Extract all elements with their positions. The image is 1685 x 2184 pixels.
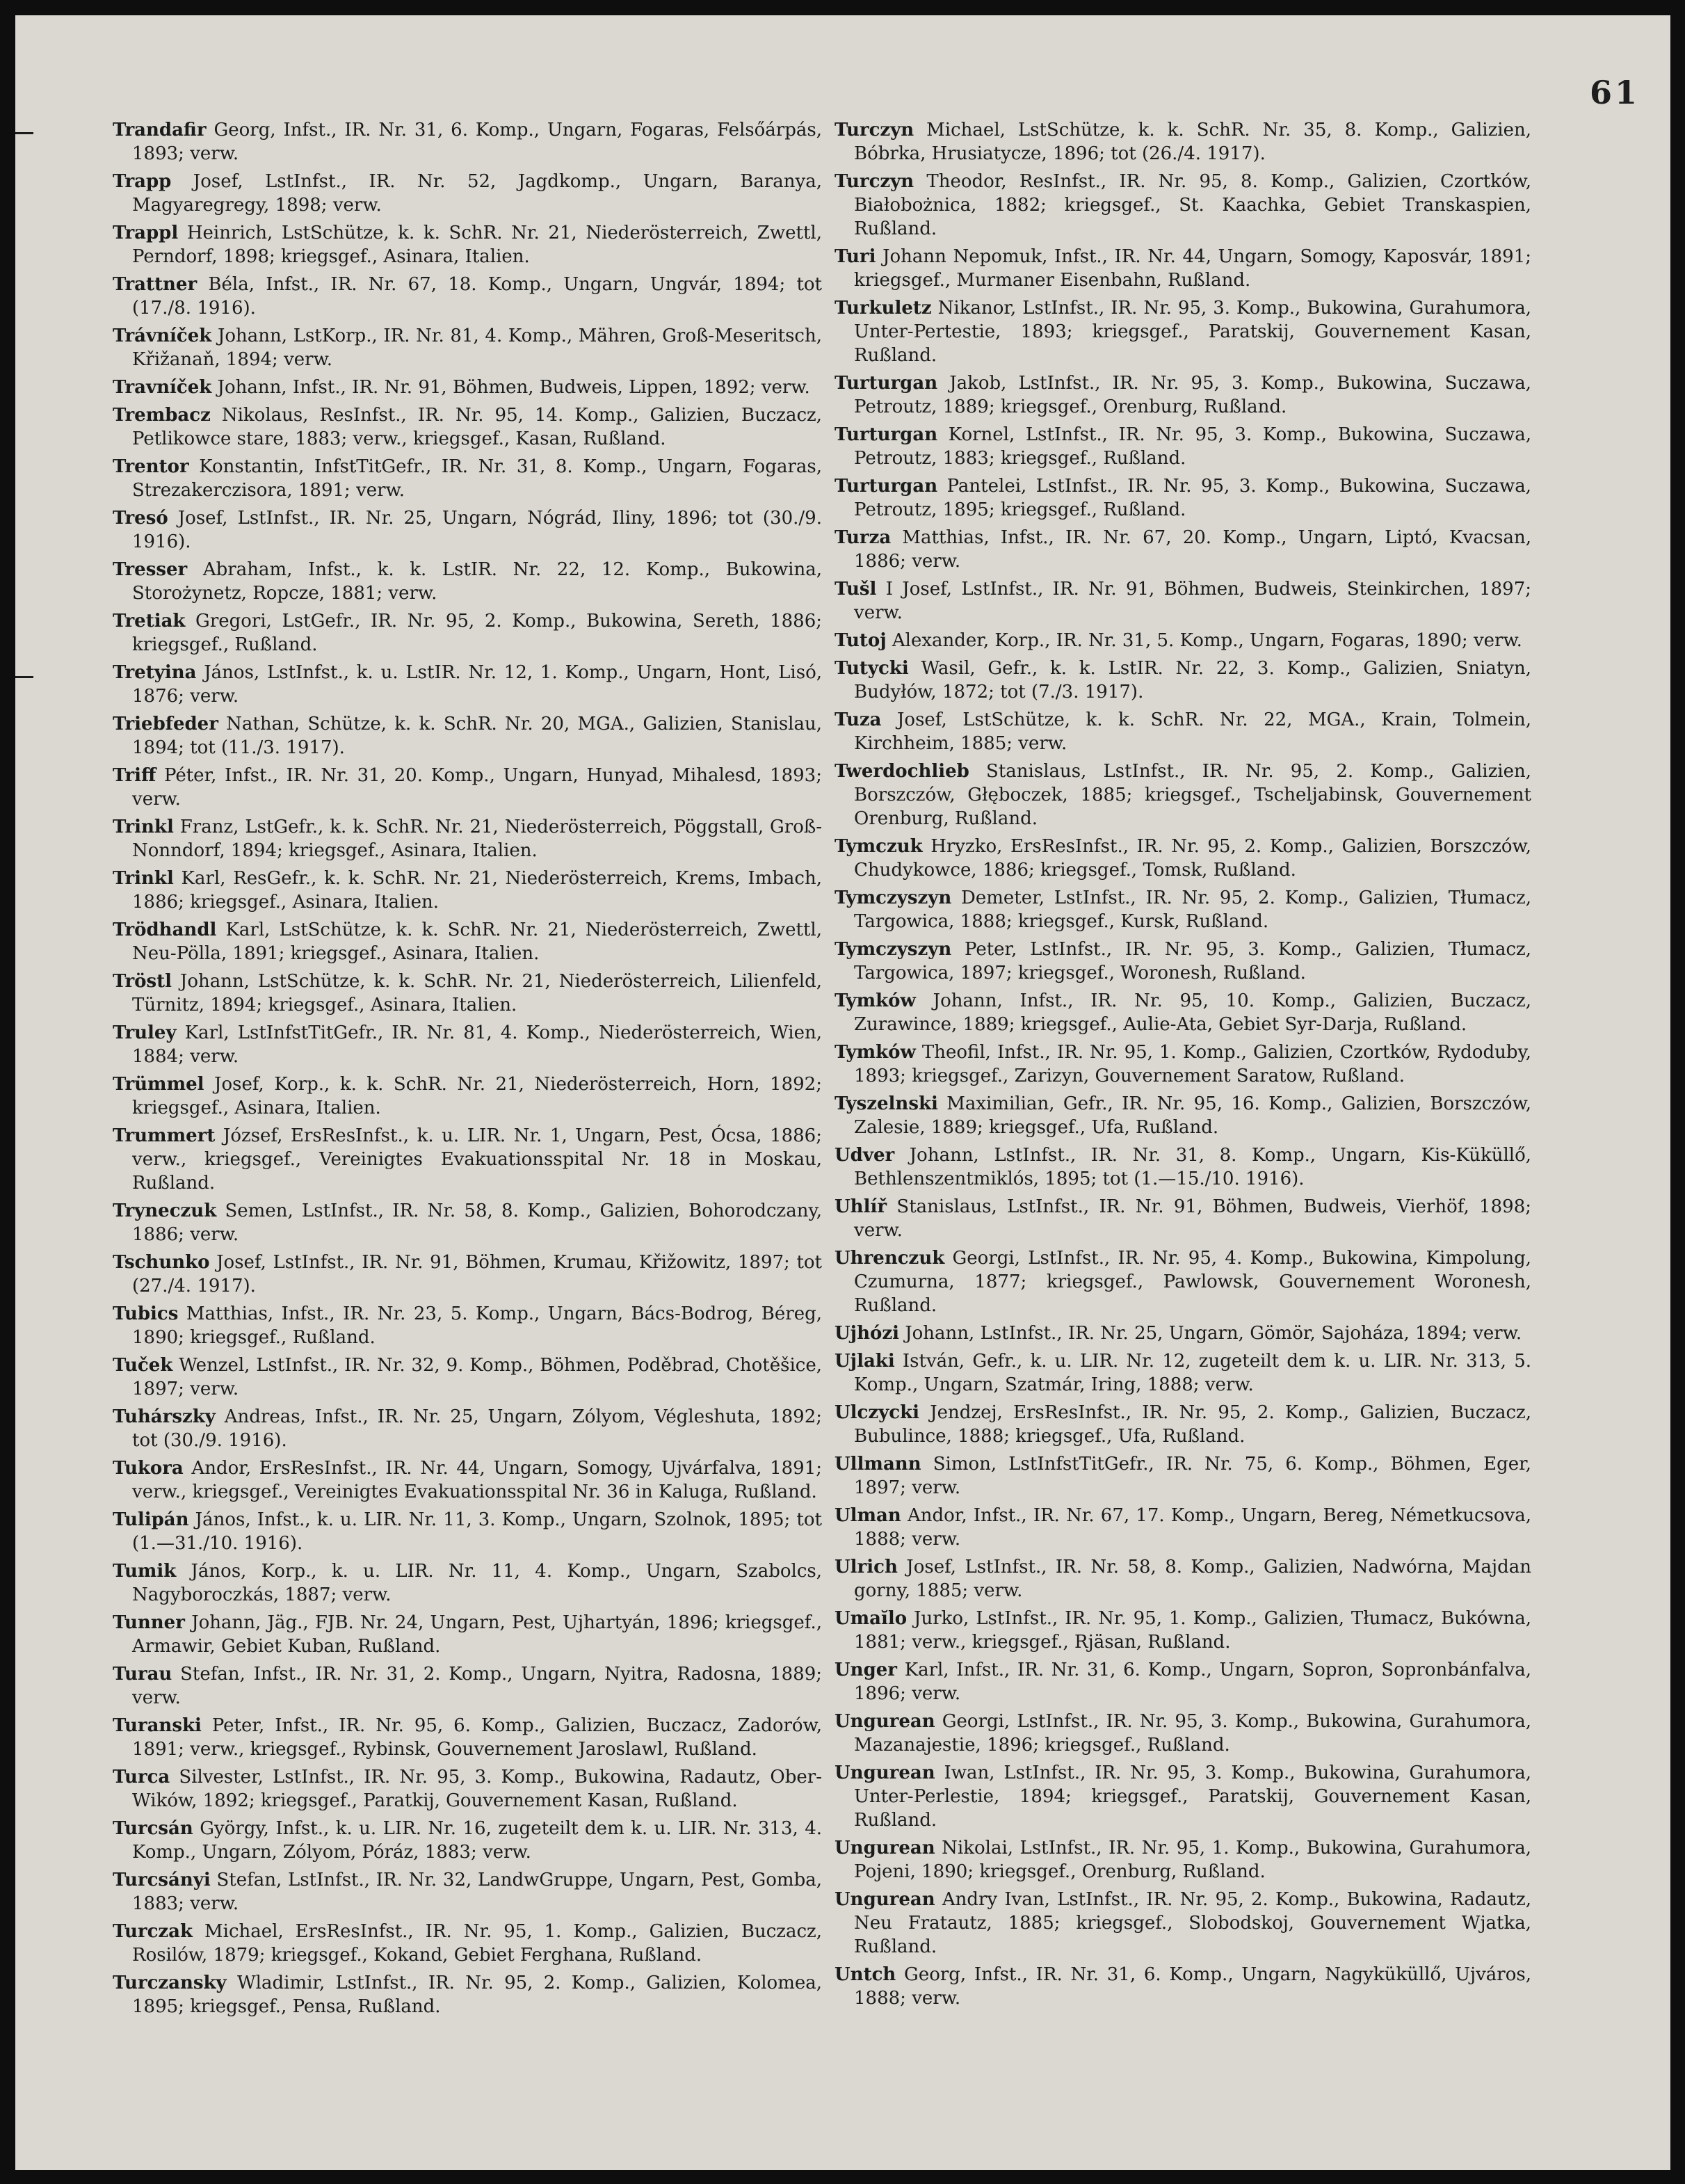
entry-surname: Turcsányi — [113, 1870, 211, 1890]
list-item — [835, 1452, 1531, 1500]
list-item — [113, 764, 822, 811]
entry-details: József, ErsResInfst., k. u. LIR. Nr. 1, Ungarn, Pest, Ócsa, 1886; verw., kriegsgef., Vereinigtes Evakuationsspital Nr. 18 in Moskau, Rußland. — [132, 1125, 822, 1194]
list-item — [113, 1611, 822, 1658]
entry-details: Josef, LstInfst., IR. Nr. 52, Jagdkomp., Ungarn, Baranya, Magyaregregy, 1898; verw. — [132, 171, 822, 216]
page-number: 61 — [1589, 74, 1640, 111]
entry-details: Andreas, Infst., IR. Nr. 25, Ungarn, Zólyom, Végleshuta, 1892; tot (30./9. 1916). — [132, 1406, 822, 1451]
entry-details: Karl, Infst., IR. Nr. 31, 6. Komp., Ungarn, Sopron, Sopronbánfalva, 1896; verw. — [854, 1660, 1531, 1704]
entry-details: Matthias, Infst., IR. Nr. 67, 20. Komp., Ungarn, Liptó, Kvacsan, 1886; verw. — [854, 527, 1531, 572]
entry-surname: Udver — [835, 1145, 895, 1166]
list-item — [835, 1349, 1531, 1397]
entry-surname: Turau — [113, 1664, 172, 1685]
entry-surname: Turcsán — [113, 1818, 193, 1839]
list-item — [835, 657, 1531, 704]
list-item — [835, 1322, 1531, 1345]
entry-surname: Tuček — [113, 1355, 173, 1376]
entry-surname: Ungurean — [835, 1838, 935, 1858]
entry-surname: Trapp — [113, 171, 172, 192]
list-item — [835, 1710, 1531, 1757]
list-item — [835, 526, 1531, 573]
entry-surname: Travníček — [113, 377, 212, 398]
list-item — [835, 577, 1531, 625]
list-item — [835, 989, 1531, 1036]
entry-surname: Tutoj — [835, 630, 887, 651]
entry-surname: Truley — [113, 1022, 177, 1043]
entry-details: Michael, ErsResInfst., IR. Nr. 95, 1. Komp., Galizien, Buczacz, Rosilów, 1879; kriegsgef., Kokand, Gebiet Ferghana, Rußland. — [132, 1921, 822, 1966]
list-item — [113, 1508, 822, 1555]
entry-surname: Trümmel — [113, 1074, 204, 1095]
list-item — [113, 273, 822, 320]
entry-details: Wasil, Gefr., k. k. LstIR. Nr. 22, 3. Komp., Galizien, Sniatyn, Budyłów, 1872; tot (7./3. 1917). — [854, 658, 1531, 702]
list-item — [113, 1354, 822, 1401]
list-item — [835, 708, 1531, 755]
entry-details: Nikolaus, ResInfst., IR. Nr. 95, 14. Komp., Galizien, Buczacz, Petlikowce stare, 1883; verw., kriegsgef., Kasan, Rußland. — [132, 405, 822, 449]
entry-details: Stanislaus, LstInfst., IR. Nr. 91, Böhmen, Budweis, Vierhöf, 1898; verw. — [854, 1196, 1531, 1241]
entry-surname: Tumik — [113, 1561, 177, 1582]
list-item — [113, 1559, 822, 1607]
entry-details: István, Gefr., k. u. LIR. Nr. 12, zugeteilt dem k. u. LIR. Nr. 313, 5. Komp., Ungarn, Szatmár, Iring, 1888; verw. — [854, 1351, 1531, 1395]
list-item — [113, 1302, 822, 1349]
entry-details: Franz, LstGefr., k. k. SchR. Nr. 21, Niederösterreich, Pöggstall, Groß-Nonndorf, 1894; kriegsgef., Asinara, Italien. — [132, 817, 822, 861]
list-item — [835, 1195, 1531, 1242]
list-item — [835, 371, 1531, 419]
entry-details: Stanislaus, LstInfst., IR. Nr. 95, 2. Komp., Galizien, Borszczów, Głęboczek, 1885; kriegsgef., Tscheljabinsk, Gouvernement Orenburg, Rußland. — [854, 761, 1531, 829]
list-item — [835, 1143, 1531, 1191]
list-item — [835, 1504, 1531, 1551]
list-item — [113, 815, 822, 862]
entry-details: Béla, Infst., IR. Nr. 67, 18. Komp., Ungarn, Ungvár, 1894; tot (17./8. 1916). — [132, 274, 822, 319]
list-item — [835, 423, 1531, 470]
entry-surname: Tryneczuk — [113, 1201, 217, 1221]
entry-surname: Turza — [835, 527, 892, 548]
list-item — [113, 221, 822, 268]
entry-details: Jendzej, ErsResInfst., IR. Nr. 95, 2. Komp., Galizien, Buczacz, Bubulince, 1888; kriegsgef., Ufa, Rußland. — [854, 1402, 1531, 1447]
entry-details: Johann, LstInfst., IR. Nr. 31, 8. Komp., Ungarn, Kis-Küküllő, Bethlenszentmiklós, 1895; tot (1.—15./10. 1916). — [854, 1145, 1531, 1189]
entry-surname: Tröstl — [113, 971, 172, 992]
margin-mark — [15, 132, 33, 134]
entry-details: Stefan, Infst., IR. Nr. 31, 2. Komp., Ungarn, Nyitra, Radosna, 1889; verw. — [132, 1664, 822, 1708]
entry-details: Matthias, Infst., IR. Nr. 23, 5. Komp., Ungarn, Bács-Bodrog, Béreg, 1890; kriegsgef., Rußland. — [132, 1303, 822, 1348]
list-item — [113, 712, 822, 760]
list-item — [835, 474, 1531, 522]
entry-surname: Turkuletz — [835, 298, 932, 319]
entry-details: Johann, Infst., IR. Nr. 91, Böhmen, Budweis, Lippen, 1892; verw. — [211, 377, 810, 398]
entry-details: Maximilian, Gefr., IR. Nr. 95, 16. Komp., Galizien, Borszczów, Zalesie, 1889; kriegsgef., Ufa, Rußland. — [854, 1093, 1531, 1138]
entry-details: Andor, ErsResInfst., IR. Nr. 44, Ungarn, Somogy, Ujvárfalva, 1891; verw., kriegsgef., Vereinigtes Evakuationsspital Nr. 36 in Kaluga, Rußland. — [132, 1458, 822, 1502]
entry-details: Silvester, LstInfst., IR. Nr. 95, 3. Komp., Bukowina, Radautz, Ober-Wików, 1892; kriegsgef., Paratkij, Gouvernement Kasan, Rußland. — [132, 1767, 822, 1811]
entry-details: Theodor, ResInfst., IR. Nr. 95, 8. Komp., Galizien, Czortków, Białobożnica, 1882; kriegsgef., St. Kaachka, Gebiet Transkaspien, Rußland. — [854, 171, 1531, 239]
list-item — [113, 506, 822, 554]
entry-details: Georg, Infst., IR. Nr. 31, 6. Komp., Ungarn, Fogaras, Felsőárpás, 1893; verw. — [132, 120, 822, 164]
entry-details: Semen, LstInfst., IR. Nr. 58, 8. Komp., Galizien, Bohorodczany, 1886; verw. — [132, 1201, 822, 1245]
entry-surname: Trembacz — [113, 405, 211, 426]
list-item — [113, 1456, 822, 1504]
entry-surname: Ungurean — [835, 1763, 935, 1783]
entry-surname: Ullmann — [835, 1454, 921, 1475]
entry-details: János, Infst., k. u. LIR. Nr. 11, 3. Komp., Ungarn, Szolnok, 1895; tot (1.—31./10. 1916). — [132, 1509, 822, 1554]
entry-surname: Tyszelnski — [835, 1093, 938, 1114]
entry-surname: Trappl — [113, 223, 179, 243]
list-item — [113, 324, 822, 371]
entry-details: Stefan, LstInfst., IR. Nr. 32, LandwGruppe, Ungarn, Pest, Gomba, 1883; verw. — [132, 1870, 822, 1914]
entry-details: Georgi, LstInfst., IR. Nr. 95, 3. Komp., Bukowina, Gurahumora, Mazanajestie, 1896; kriegsgef., Rußland. — [854, 1711, 1531, 1756]
book-page — [15, 15, 1670, 2170]
entry-surname: Triff — [113, 765, 156, 786]
list-item — [113, 970, 822, 1017]
entry-surname: Tukora — [113, 1458, 184, 1479]
list-item — [835, 1761, 1531, 1832]
entry-details: Johann, LstInfst., IR. Nr. 25, Ungarn, Gömör, Sajoháza, 1894; verw. — [898, 1323, 1522, 1344]
list-item — [113, 1868, 822, 1916]
entry-details: Andry Ivan, LstInfst., IR. Nr. 95, 2. Komp., Bukowina, Radautz, Neu Fratautz, 1885; kriegsgef., Slobodskoj, Gouvernement Wjatka, Rußland. — [854, 1889, 1531, 1957]
entry-surname: Uhlíř — [835, 1196, 887, 1217]
entry-details: Gregori, LstGefr., IR. Nr. 95, 2. Komp., Bukowina, Sereth, 1886; kriegsgef., Rußland. — [132, 611, 822, 655]
entry-details: Michael, LstSchütze, k. k. SchR. Nr. 35, 8. Komp., Galizien, Bóbrka, Hrusiatycze, 1896; tot (26./4. 1917). — [854, 120, 1531, 164]
entry-surname: Tymków — [835, 1042, 916, 1063]
entry-details: Johann, Jäg., FJB. Nr. 24, Ungarn, Pest, Ujhartyán, 1896; kriegsgef., Armawir, Gebiet Kuban, Rußland. — [132, 1612, 822, 1657]
entry-details: Theofil, Infst., IR. Nr. 95, 1. Komp., Galizien, Czortków, Rydoduby, 1893; kriegsgef., Zarizyn, Gouvernement Saratow, Rußland. — [854, 1042, 1531, 1086]
entry-surname: Tuza — [835, 709, 882, 730]
entry-surname: Tretyina — [113, 662, 197, 683]
entry-surname: Ujhózi — [835, 1323, 899, 1344]
list-item — [113, 403, 822, 451]
entry-surname: Trentor — [113, 456, 189, 477]
entry-details: Nikolai, LstInfst., IR. Nr. 95, 1. Komp., Bukowina, Gurahumora, Pojeni, 1890; kriegsgef., Orenburg, Rußland. — [854, 1838, 1531, 1882]
entry-surname: Untch — [835, 1964, 896, 1985]
entry-surname: Uhrenczuk — [835, 1248, 945, 1269]
list-item — [835, 1963, 1531, 2010]
list-item — [835, 760, 1531, 830]
entry-surname: Trummert — [113, 1125, 216, 1146]
entry-surname: Turczyn — [835, 171, 914, 192]
entry-surname: Turturgan — [835, 476, 938, 497]
list-item — [835, 296, 1531, 367]
list-item — [113, 1251, 822, 1298]
entry-details: Kornel, LstInfst., IR. Nr. 95, 3. Komp., Bukowina, Suczawa, Petroutz, 1883; kriegsgef., Rußland. — [854, 424, 1531, 469]
list-item — [835, 938, 1531, 985]
list-item — [835, 1246, 1531, 1317]
entry-details: Hryzko, ErsResInfst., IR. Nr. 95, 2. Komp., Galizien, Borszczów, Chudykowce, 1886; kriegsgef., Tomsk, Rußland. — [854, 836, 1531, 881]
entry-details: Péter, Infst., IR. Nr. 31, 20. Komp., Ungarn, Hunyad, Mihalesd, 1893; verw. — [132, 765, 822, 810]
list-item — [835, 1888, 1531, 1959]
list-item — [113, 1662, 822, 1710]
entry-details: Josef, LstSchütze, k. k. SchR. Nr. 22, MGA., Krain, Tolmein, Kirchheim, 1885; verw. — [854, 709, 1531, 754]
entry-details: Demeter, LstInfst., IR. Nr. 95, 2. Komp., Galizien, Tłumacz, Targowica, 1888; kriegsgef., Kursk, Rußland. — [854, 888, 1531, 932]
entry-surname: Tymczyszyn — [835, 888, 952, 908]
right-column — [835, 118, 1531, 2010]
entry-surname: Twerdochlieb — [835, 761, 969, 782]
entry-details: Johann, LstKorp., IR. Nr. 81, 4. Komp., Mähren, Groß-Meseritsch, Křižanaň, 1894; verw. — [132, 326, 822, 370]
entry-surname: Turczak — [113, 1921, 193, 1942]
entry-surname: Ujlaki — [835, 1351, 895, 1372]
entry-details: Heinrich, LstSchütze, k. k. SchR. Nr. 21, Niederösterreich, Zwettl, Perndorf, 1898; kriegsgef., Asinara, Italien. — [132, 223, 822, 267]
list-item — [113, 867, 822, 914]
list-item — [113, 1073, 822, 1120]
entry-surname: Unger — [835, 1660, 897, 1680]
entry-details: Wenzel, LstInfst., IR. Nr. 32, 9. Komp., Böhmen, Poděbrad, Chotěšice, 1897; verw. — [132, 1355, 822, 1399]
entry-details: János, Korp., k. u. LIR. Nr. 11, 4. Komp., Ungarn, Szabolcs, Nagyboroczkás, 1887; verw. — [132, 1561, 822, 1605]
entry-surname: Tymków — [835, 990, 916, 1011]
entry-details: Pantelei, LstInfst., IR. Nr. 95, 3. Komp., Bukowina, Suczawa, Petroutz, 1895; kriegsgef., Rußland. — [854, 476, 1531, 520]
entry-surname: Trinkl — [113, 868, 174, 889]
entry-surname: Tunner — [113, 1612, 185, 1633]
entry-surname: Turca — [113, 1767, 170, 1788]
entry-details: Konstantin, InfstTitGefr., IR. Nr. 31, 8. Komp., Ungarn, Fogaras, Strezakerczisora, 1891; verw. — [132, 456, 822, 501]
entry-surname: Trattner — [113, 274, 197, 295]
entry-surname: Trandafir — [113, 120, 207, 140]
entry-details: Karl, ResGefr., k. k. SchR. Nr. 21, Niederösterreich, Krems, Imbach, 1886; kriegsgef., Asinara, Italien. — [132, 868, 822, 913]
entry-surname: Turanski — [113, 1715, 202, 1736]
entry-details: Wladimir, LstInfst., IR. Nr. 95, 2. Komp., Galizien, Kolomea, 1895; kriegsgef., Pensa, Rußland. — [132, 1973, 822, 2017]
entry-details: Nathan, Schütze, k. k. SchR. Nr. 20, MGA., Galizien, Stanislau, 1894; tot (11./3. 1917). — [132, 714, 822, 758]
list-item — [835, 629, 1531, 652]
entry-details: I Josef, LstInfst., IR. Nr. 91, Böhmen, Budweis, Steinkirchen, 1897; verw. — [854, 579, 1531, 623]
entry-surname: Tretiak — [113, 611, 186, 632]
entry-details: Peter, LstInfst., IR. Nr. 95, 3. Komp., Galizien, Tłumacz, Targowica, 1897; kriegsgef., Woronesh, Rußland. — [854, 939, 1531, 983]
entry-surname: Turturgan — [835, 424, 938, 445]
entry-surname: Ulczycki — [835, 1402, 919, 1423]
entry-surname: Umaĭlo — [835, 1608, 908, 1629]
entry-details: Andor, Infst., IR. Nr. 67, 17. Komp., Ungarn, Bereg, Németkucsova, 1888; verw. — [854, 1505, 1531, 1550]
list-item — [835, 1555, 1531, 1603]
entry-details: Johann Nepomuk, Infst., IR. Nr. 44, Ungarn, Somogy, Kaposvár, 1891; kriegsgef., Murmaner Eisenbahn, Rußland. — [854, 246, 1531, 291]
list-item — [113, 455, 822, 502]
entry-details: Alexander, Korp., IR. Nr. 31, 5. Komp., Ungarn, Fogaras, 1890; verw. — [886, 630, 1522, 651]
list-item — [113, 661, 822, 708]
list-item — [835, 1041, 1531, 1088]
list-item — [835, 245, 1531, 292]
entry-surname: Tubics — [113, 1303, 179, 1324]
entry-details: Johann, LstSchütze, k. k. SchR. Nr. 21, Niederösterreich, Lilienfeld, Türnitz, 1894; kriegsgef., Asinara, Italien. — [132, 971, 822, 1015]
entry-details: Josef, Korp., k. k. SchR. Nr. 21, Niederösterreich, Horn, 1892; kriegsgef., Asinara, Italien. — [132, 1074, 822, 1118]
entry-surname: Tutycki — [835, 658, 909, 679]
list-item — [113, 1817, 822, 1864]
list-item — [113, 1765, 822, 1813]
entry-details: Georgi, LstInfst., IR. Nr. 95, 4. Komp., Bukowina, Kimpolung, Czumurna, 1877; kriegsgef., Pawlowsk, Gouvernement Woronesh, Rußland. — [854, 1248, 1531, 1316]
list-item — [113, 558, 822, 605]
list-item — [113, 1199, 822, 1246]
list-item — [835, 1658, 1531, 1705]
entry-details: György, Infst., k. u. LIR. Nr. 16, zugeteilt dem k. u. LIR. Nr. 313, 4. Komp., Ungarn, Zólyom, Póráz, 1883; verw. — [132, 1818, 822, 1863]
list-item — [835, 1092, 1531, 1139]
list-item — [835, 835, 1531, 882]
list-item — [113, 1405, 822, 1452]
entry-surname: Tulipán — [113, 1509, 189, 1530]
entry-details: Simon, LstInfstTitGefr., IR. Nr. 75, 6. Komp., Böhmen, Eger, 1897; verw. — [854, 1454, 1531, 1498]
entry-details: Josef, LstInfst., IR. Nr. 25, Ungarn, Nógrád, Iliny, 1896; tot (30./9. 1916). — [132, 508, 822, 552]
entry-surname: Ungurean — [835, 1711, 935, 1732]
entry-details: Nikanor, LstInfst., IR. Nr. 95, 3. Komp., Bukowina, Gurahumora, Unter-Pertestie, 1893; kriegsgef., Paratskij, Gouvernement Kasan, Rußland. — [854, 298, 1531, 366]
entry-surname: Trávníček — [113, 326, 212, 346]
entry-surname: Turczyn — [835, 120, 914, 140]
entry-surname: Ulman — [835, 1505, 901, 1526]
list-item — [113, 376, 822, 399]
entry-surname: Tschunko — [113, 1252, 210, 1273]
entry-surname: Tymczyszyn — [835, 939, 952, 960]
entry-surname: Turczansky — [113, 1973, 227, 1993]
entry-details: Josef, LstInfst., IR. Nr. 91, Böhmen, Krumau, Křižowitz, 1897; tot (27./4. 1917). — [132, 1252, 822, 1296]
entry-surname: Tušl — [835, 579, 877, 600]
entry-details: Jurko, LstInfst., IR. Nr. 95, 1. Komp., Galizien, Tłumacz, Bukówna, 1881; verw., kriegsgef., Rjäsan, Rußland. — [854, 1608, 1531, 1653]
left-column — [113, 118, 822, 2018]
entry-details: Josef, LstInfst., IR. Nr. 58, 8. Komp., Galizien, Nadwórna, Majdan gorny, 1885; verw. — [854, 1557, 1531, 1601]
entry-details: Iwan, LstInfst., IR. Nr. 95, 3. Komp., Bukowina, Gurahumora, Unter-Perlestie, 1894; kriegsgef., Paratskij, Gouvernement Kasan, Rußland. — [854, 1763, 1531, 1831]
entry-details: Georg, Infst., IR. Nr. 31, 6. Komp., Ungarn, Nagyküküllő, Ujváros, 1888; verw. — [854, 1964, 1531, 2009]
entry-details: Karl, LstSchütze, k. k. SchR. Nr. 21, Niederösterreich, Zwettl, Neu-Pölla, 1891; kriegsgef., Asinara, Italien. — [132, 920, 822, 964]
list-item — [835, 1401, 1531, 1448]
entry-details: János, LstInfst., k. u. LstIR. Nr. 12, 1. Komp., Ungarn, Hont, Lisó, 1876; verw. — [132, 662, 822, 707]
margin-mark — [15, 676, 33, 678]
list-item — [835, 118, 1531, 166]
entry-surname: Trödhandl — [113, 920, 217, 940]
list-item — [835, 1607, 1531, 1654]
entry-surname: Turi — [835, 246, 876, 267]
list-item — [835, 170, 1531, 241]
entry-surname: Tymczuk — [835, 836, 923, 857]
entry-surname: Turturgan — [835, 373, 938, 394]
list-item — [113, 609, 822, 657]
list-item — [113, 170, 822, 217]
entry-details: Peter, Infst., IR. Nr. 95, 6. Komp., Galizien, Buczacz, Zadorów, 1891; verw., kriegsgef., Rybinsk, Gouvernement Jaroslawl, Rußland. — [132, 1715, 822, 1760]
list-item — [835, 1836, 1531, 1884]
list-item — [113, 1971, 822, 2018]
entry-surname: Trinkl — [113, 817, 174, 837]
entry-surname: Ulrich — [835, 1557, 898, 1577]
entry-details: Jakob, LstInfst., IR. Nr. 95, 3. Komp., Bukowina, Suczawa, Petroutz, 1889; kriegsgef., Orenburg, Rußland. — [854, 373, 1531, 417]
list-item — [113, 1920, 822, 1967]
entry-surname: Tresó — [113, 508, 168, 529]
entry-surname: Ungurean — [835, 1889, 935, 1910]
list-item — [113, 118, 822, 166]
list-item — [113, 918, 822, 965]
list-item — [835, 886, 1531, 933]
entry-details: Johann, Infst., IR. Nr. 95, 10. Komp., Galizien, Buczacz, Zurawince, 1889; kriegsgef., Aulie-Ata, Gebiet Syr-Darja, Rußland. — [854, 990, 1531, 1035]
entry-surname: Tuhárszky — [113, 1406, 216, 1427]
entry-surname: Tresser — [113, 559, 188, 580]
entry-details: Abraham, Infst., k. k. LstIR. Nr. 22, 12. Komp., Bukowina, Storożynetz, Ropcze, 1881; verw. — [132, 559, 822, 604]
list-item — [113, 1124, 822, 1195]
entry-details: Karl, LstInfstTitGefr., IR. Nr. 81, 4. Komp., Niederösterreich, Wien, 1884; verw. — [132, 1022, 822, 1067]
list-item — [113, 1021, 822, 1068]
list-item — [113, 1714, 822, 1761]
entry-surname: Triebfeder — [113, 714, 218, 734]
